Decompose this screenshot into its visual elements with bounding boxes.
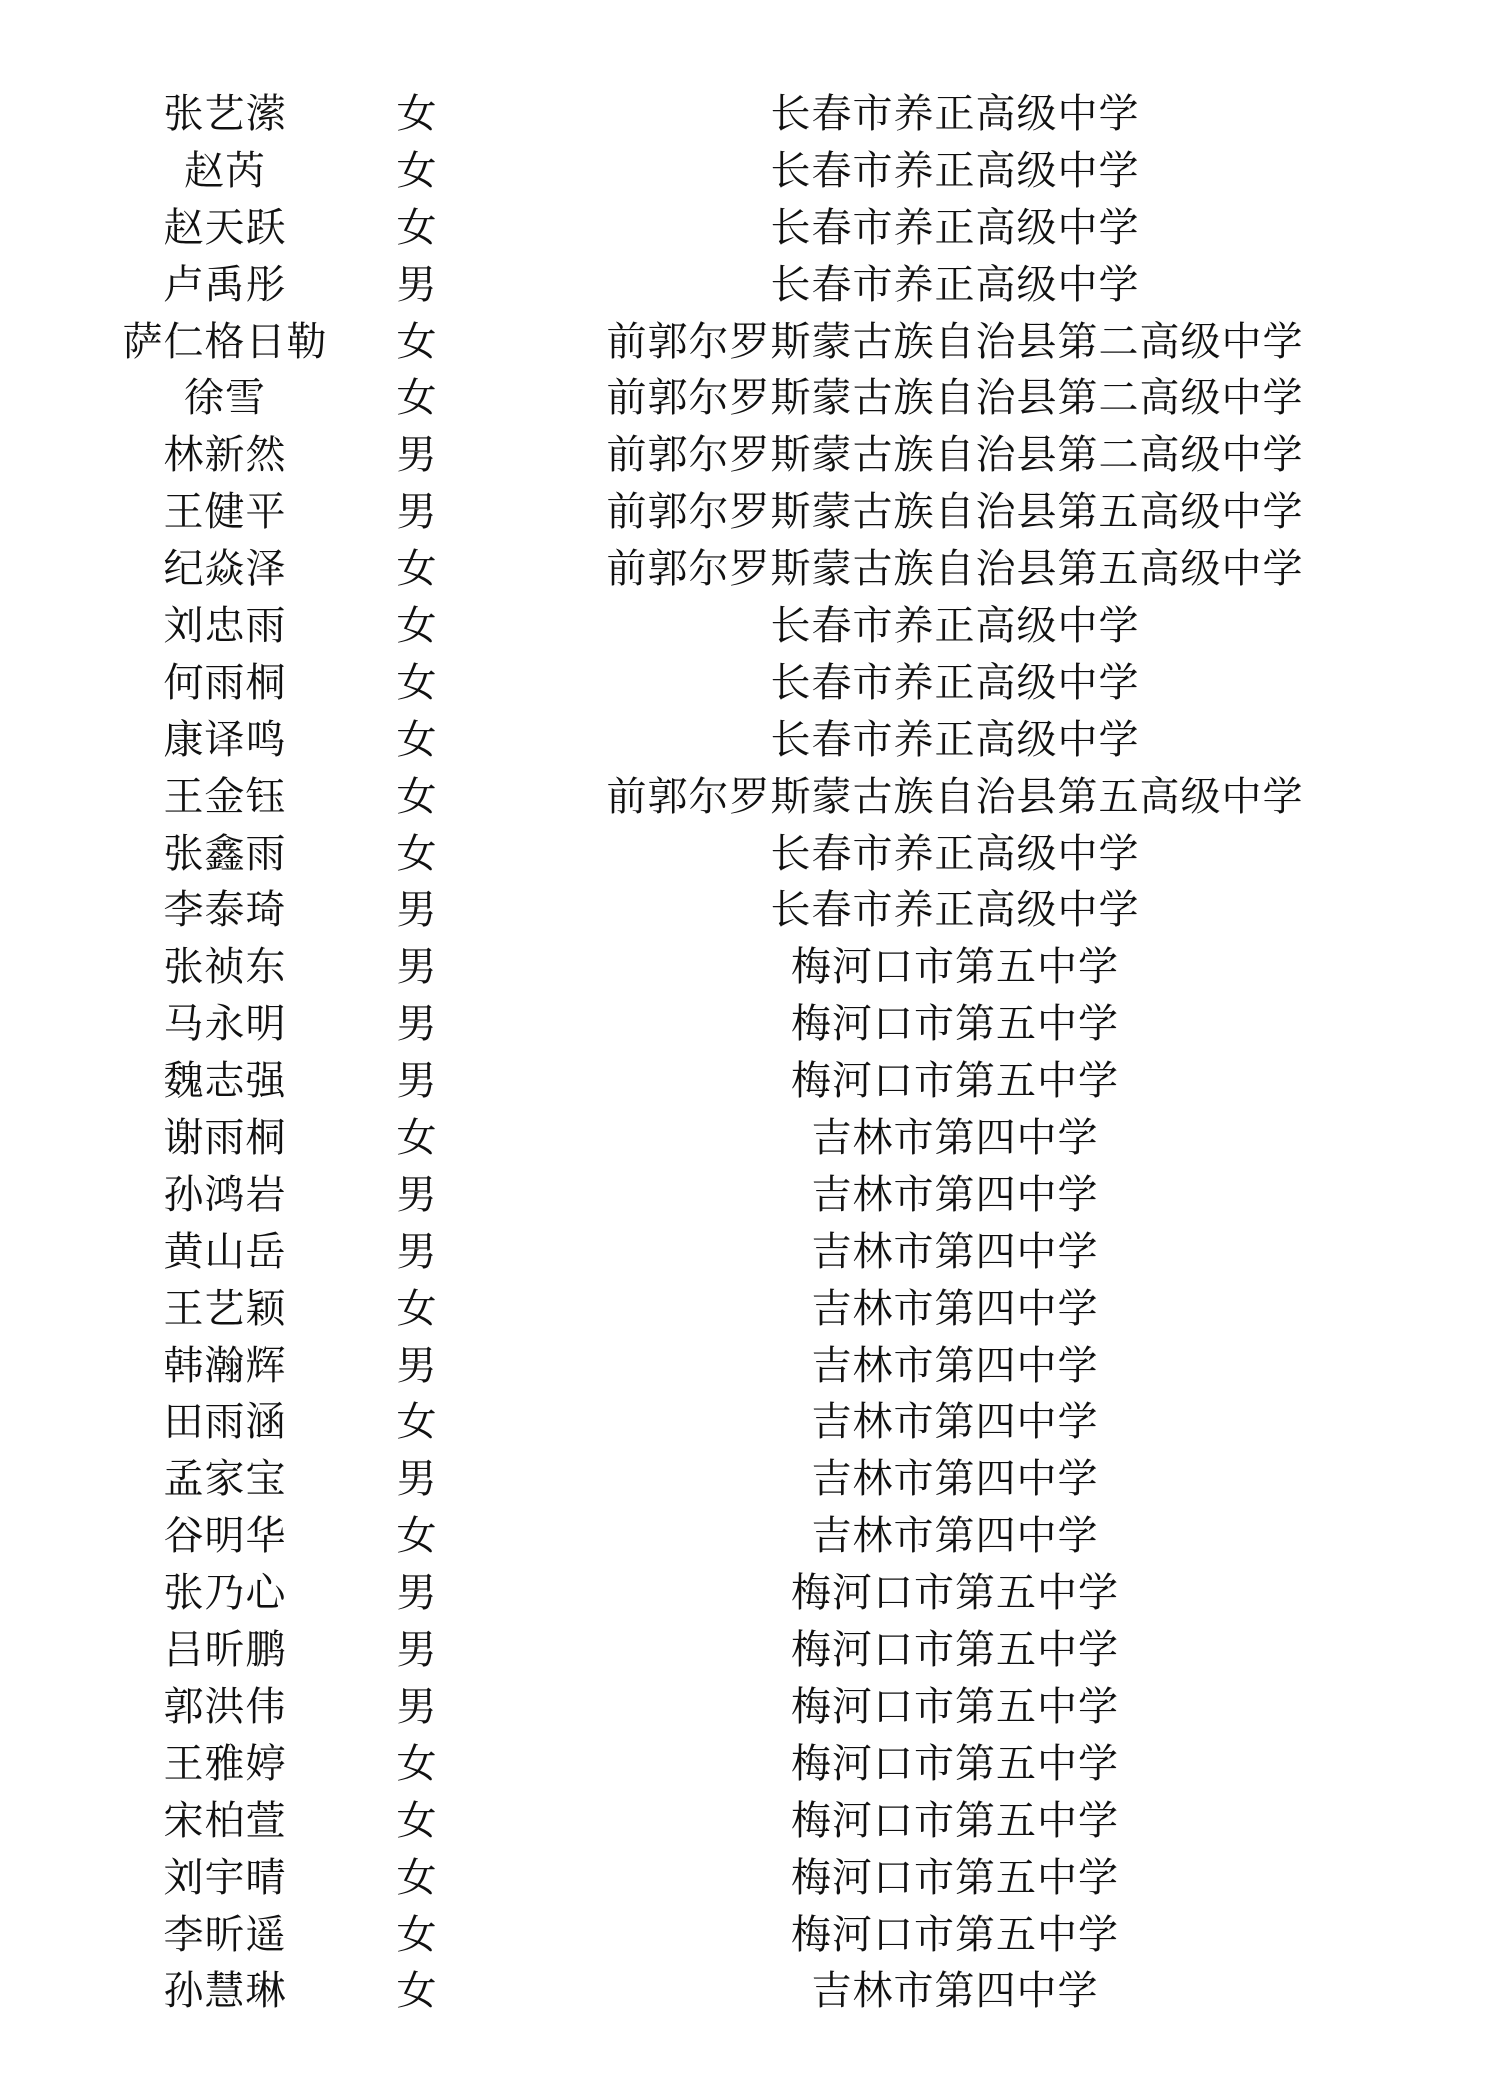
student-gender: 女 bbox=[396, 1115, 438, 1162]
student-school: 前郭尔罗斯蒙古族自治县第二高级中学 bbox=[606, 318, 1304, 365]
student-gender: 女 bbox=[396, 830, 438, 877]
student-gender: 女 bbox=[396, 659, 438, 706]
student-school: 梅河口市第五中学 bbox=[791, 1683, 1119, 1730]
student-school: 前郭尔罗斯蒙古族自治县第五高级中学 bbox=[606, 546, 1304, 593]
student-gender: 女 bbox=[396, 1911, 438, 1958]
table-row bbox=[0, 200, 1496, 257]
table-row bbox=[0, 1053, 1496, 1110]
table-row bbox=[0, 939, 1496, 996]
table-row bbox=[0, 370, 1496, 427]
student-name: 刘宇晴 bbox=[163, 1854, 287, 1901]
student-school: 长春市养正高级中学 bbox=[770, 659, 1140, 706]
student-school: 梅河口市第五中学 bbox=[791, 1911, 1119, 1958]
student-school: 梅河口市第五中学 bbox=[791, 1627, 1119, 1674]
student-name: 马永明 bbox=[163, 1001, 287, 1048]
table-row bbox=[0, 1508, 1496, 1565]
student-name: 徐雪 bbox=[184, 375, 266, 422]
student-name: 林新然 bbox=[163, 432, 287, 479]
student-school: 前郭尔罗斯蒙古族自治县第五高级中学 bbox=[606, 773, 1304, 820]
student-gender: 男 bbox=[396, 1456, 438, 1503]
table-row bbox=[0, 427, 1496, 484]
student-gender: 女 bbox=[396, 1399, 438, 1446]
student-name: 黄山岳 bbox=[163, 1228, 287, 1275]
table-row bbox=[0, 882, 1496, 939]
table-row bbox=[0, 541, 1496, 598]
student-school: 吉林市第四中学 bbox=[811, 1171, 1099, 1218]
student-gender: 女 bbox=[396, 546, 438, 593]
student-gender: 女 bbox=[396, 716, 438, 763]
student-school: 梅河口市第五中学 bbox=[791, 1570, 1119, 1617]
student-school: 吉林市第四中学 bbox=[811, 1399, 1099, 1446]
student-name: 田雨涵 bbox=[163, 1399, 287, 1446]
student-school: 吉林市第四中学 bbox=[811, 1968, 1099, 2015]
student-name: 王金钰 bbox=[163, 773, 287, 820]
student-school: 吉林市第四中学 bbox=[811, 1115, 1099, 1162]
student-school: 吉林市第四中学 bbox=[811, 1513, 1099, 1560]
student-gender: 男 bbox=[396, 1342, 438, 1389]
student-name: 孙鸿岩 bbox=[163, 1171, 287, 1218]
student-list-table bbox=[0, 86, 1496, 2020]
student-gender: 男 bbox=[396, 432, 438, 479]
student-gender: 女 bbox=[396, 204, 438, 251]
student-name: 刘忠雨 bbox=[163, 603, 287, 650]
student-gender: 女 bbox=[396, 91, 438, 137]
table-row bbox=[0, 1736, 1496, 1793]
student-name: 赵天跃 bbox=[163, 204, 287, 251]
student-gender: 女 bbox=[396, 603, 438, 650]
student-name: 魏志强 bbox=[163, 1058, 287, 1105]
student-name: 王雅婷 bbox=[163, 1740, 287, 1787]
table-row bbox=[0, 1679, 1496, 1736]
table-row bbox=[0, 314, 1496, 371]
student-gender: 男 bbox=[396, 1228, 438, 1275]
student-school: 梅河口市第五中学 bbox=[791, 1001, 1119, 1048]
student-gender: 女 bbox=[396, 773, 438, 820]
table-row bbox=[0, 1451, 1496, 1508]
table-row bbox=[0, 769, 1496, 826]
table-row bbox=[0, 1622, 1496, 1679]
student-gender: 女 bbox=[396, 1285, 438, 1332]
table-row bbox=[0, 1394, 1496, 1451]
student-name: 谢雨桐 bbox=[163, 1115, 287, 1162]
student-gender: 女 bbox=[396, 1968, 438, 2015]
student-name: 萨仁格日勒 bbox=[122, 318, 328, 365]
student-gender: 男 bbox=[396, 261, 438, 308]
student-name: 何雨桐 bbox=[163, 659, 287, 706]
student-school: 前郭尔罗斯蒙古族自治县第二高级中学 bbox=[606, 375, 1304, 422]
student-name: 张祯东 bbox=[163, 944, 287, 991]
student-name: 卢禹彤 bbox=[163, 261, 287, 308]
student-name: 李昕遥 bbox=[163, 1911, 287, 1958]
table-row bbox=[0, 1224, 1496, 1281]
student-school: 长春市养正高级中学 bbox=[770, 603, 1140, 650]
student-school: 吉林市第四中学 bbox=[811, 1285, 1099, 1332]
table-row bbox=[0, 1167, 1496, 1224]
student-school: 梅河口市第五中学 bbox=[791, 1797, 1119, 1844]
table-row bbox=[0, 143, 1496, 200]
student-gender: 男 bbox=[396, 944, 438, 991]
student-name: 吕昕鹏 bbox=[163, 1627, 287, 1674]
student-gender: 男 bbox=[396, 1627, 438, 1674]
student-school: 长春市养正高级中学 bbox=[770, 830, 1140, 877]
table-row bbox=[0, 257, 1496, 314]
student-name: 谷明华 bbox=[163, 1513, 287, 1560]
student-school: 吉林市第四中学 bbox=[811, 1342, 1099, 1389]
student-gender: 女 bbox=[396, 1513, 438, 1560]
student-gender: 男 bbox=[396, 1570, 438, 1617]
student-school: 梅河口市第五中学 bbox=[791, 1740, 1119, 1787]
table-row bbox=[0, 712, 1496, 769]
student-school: 长春市养正高级中学 bbox=[770, 261, 1140, 308]
student-gender: 女 bbox=[396, 318, 438, 365]
student-gender: 男 bbox=[396, 887, 438, 934]
table-row bbox=[0, 598, 1496, 655]
student-school: 梅河口市第五中学 bbox=[791, 1854, 1119, 1901]
table-row bbox=[0, 1907, 1496, 1964]
student-name: 孙慧琳 bbox=[163, 1968, 287, 2015]
table-row bbox=[0, 1110, 1496, 1167]
student-name: 韩瀚辉 bbox=[163, 1342, 287, 1389]
student-school: 长春市养正高级中学 bbox=[770, 204, 1140, 251]
table-row bbox=[0, 484, 1496, 541]
student-school: 长春市养正高级中学 bbox=[770, 887, 1140, 934]
student-gender: 男 bbox=[396, 1058, 438, 1105]
table-row bbox=[0, 86, 1496, 143]
student-gender: 女 bbox=[396, 147, 438, 194]
table-row bbox=[0, 1565, 1496, 1622]
student-school: 梅河口市第五中学 bbox=[791, 1058, 1119, 1105]
table-row bbox=[0, 655, 1496, 712]
student-school: 长春市养正高级中学 bbox=[770, 91, 1140, 137]
table-row bbox=[0, 996, 1496, 1053]
student-name: 李泰琦 bbox=[163, 887, 287, 934]
table-row bbox=[0, 826, 1496, 883]
student-gender: 女 bbox=[396, 375, 438, 422]
student-gender: 女 bbox=[396, 1854, 438, 1901]
student-gender: 男 bbox=[396, 489, 438, 536]
student-school: 前郭尔罗斯蒙古族自治县第二高级中学 bbox=[606, 432, 1304, 479]
student-name: 宋柏萱 bbox=[163, 1797, 287, 1844]
student-gender: 女 bbox=[396, 1797, 438, 1844]
student-gender: 男 bbox=[396, 1683, 438, 1730]
student-school: 长春市养正高级中学 bbox=[770, 716, 1140, 763]
student-school: 前郭尔罗斯蒙古族自治县第五高级中学 bbox=[606, 489, 1304, 536]
student-name: 王健平 bbox=[163, 489, 287, 536]
student-gender: 女 bbox=[396, 1740, 438, 1787]
student-name: 康译鸣 bbox=[163, 716, 287, 763]
student-school: 长春市养正高级中学 bbox=[770, 147, 1140, 194]
table-row bbox=[0, 1850, 1496, 1907]
student-school: 吉林市第四中学 bbox=[811, 1456, 1099, 1503]
student-name: 张乃心 bbox=[163, 1570, 287, 1617]
student-name: 郭洪伟 bbox=[163, 1683, 287, 1730]
student-name: 孟家宝 bbox=[163, 1456, 287, 1503]
student-name: 张鑫雨 bbox=[163, 830, 287, 877]
table-row bbox=[0, 1963, 1496, 2020]
student-school: 梅河口市第五中学 bbox=[791, 944, 1119, 991]
student-school: 吉林市第四中学 bbox=[811, 1228, 1099, 1275]
table-row bbox=[0, 1281, 1496, 1338]
table-row bbox=[0, 1338, 1496, 1395]
student-gender: 男 bbox=[396, 1171, 438, 1218]
student-name: 王艺颖 bbox=[163, 1285, 287, 1332]
student-name: 纪焱泽 bbox=[163, 546, 287, 593]
table-row bbox=[0, 1793, 1496, 1850]
student-name: 张艺潆 bbox=[163, 91, 287, 137]
student-gender: 男 bbox=[396, 1001, 438, 1048]
student-name: 赵芮 bbox=[184, 147, 266, 194]
